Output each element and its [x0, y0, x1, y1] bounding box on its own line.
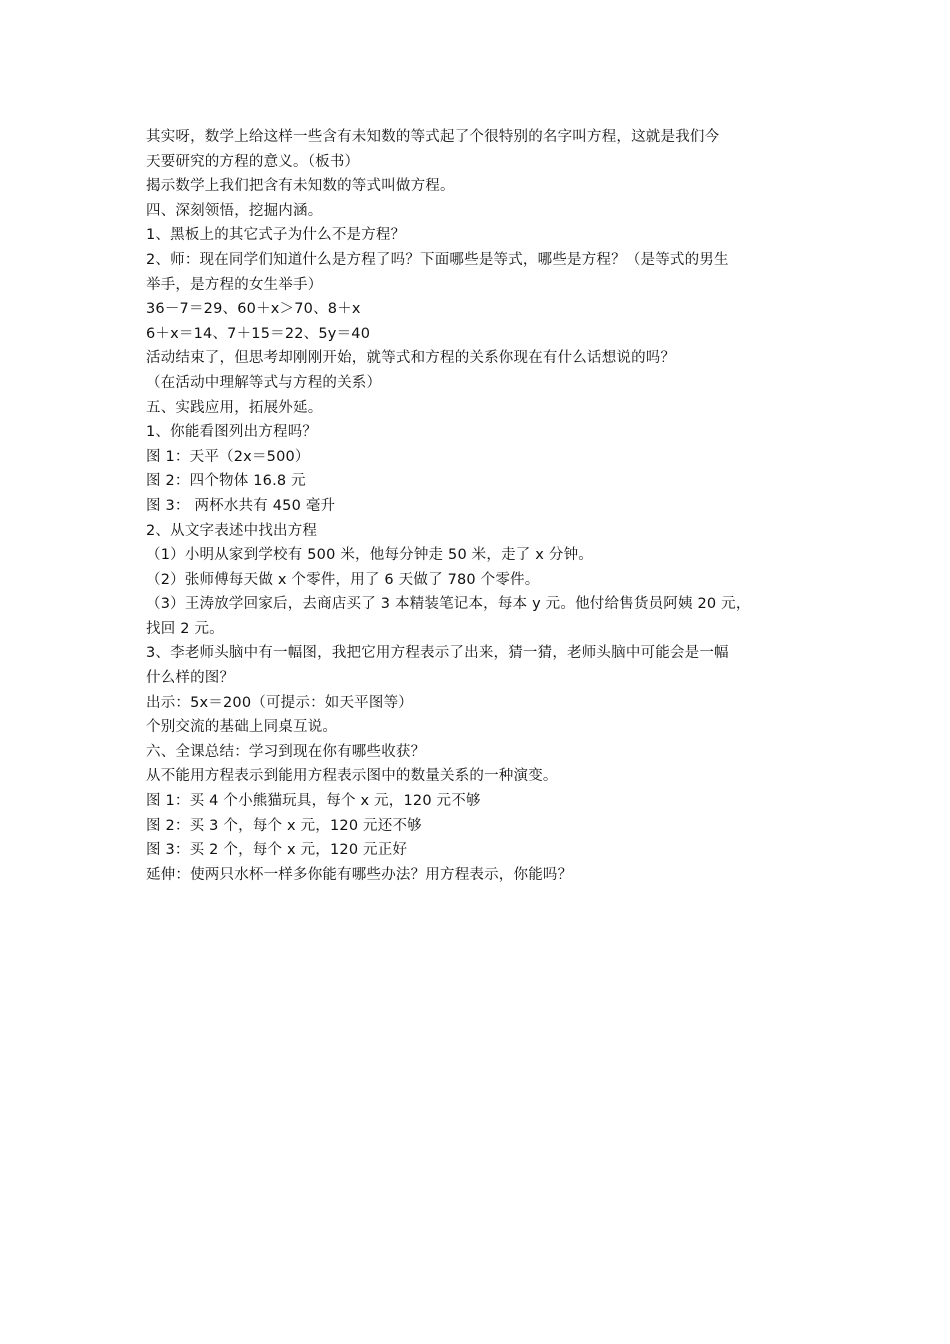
text-line: 揭示数学上我们把含有未知数的等式叫做方程。: [146, 178, 455, 195]
text-line: 2、从文字表述中找出方程: [146, 522, 318, 539]
text-line: 延伸：使两只水杯一样多你能有哪些办法？用方程表示，你能吗？: [146, 866, 573, 883]
text-line: 天要研究的方程的意义。（板书）: [146, 153, 360, 170]
text-line: 2、师：现在同学们知道什么是方程了吗？下面哪些是等式，哪些是方程？（是等式的男生: [146, 251, 729, 268]
text-line: 3、李老师头脑中有一幅图，我把它用方程表示了出来，猜一猜，老师头脑中可能会是一幅: [146, 645, 729, 662]
text-line: 举手，是方程的女生举手）: [146, 276, 323, 293]
text-line: 什么样的图？: [146, 670, 235, 687]
text-line: 个别交流的基础上同桌互说。: [146, 719, 338, 736]
text-line: 1、黑板上的其它式子为什么不是方程？: [146, 227, 406, 244]
section-heading: 五、实践应用，拓展外延。: [146, 399, 323, 416]
text-line: 活动结束了，但思考却刚刚开始，就等式和方程的关系你现在有什么话想说的吗？: [146, 350, 676, 367]
text-line: 图 1：买 4 个小熊猫玩具，每个 x 元，120 元不够: [146, 793, 481, 810]
text-line: （1）小明从家到学校有 500 米，他每分钟走 50 米，走了 x 分钟。: [146, 547, 593, 564]
section-heading: 四、深刻领悟，挖掘内涵。: [146, 202, 323, 219]
text-line: 从不能用方程表示到能用方程表示图中的数量关系的一种演变。: [146, 768, 558, 785]
text-line: （2）张师傅每天做 x 个零件，用了 6 天做了 780 个零件。: [146, 571, 540, 588]
text-line: 其实呀，数学上给这样一些含有未知数的等式起了个很特别的名字叫方程，这就是我们今: [146, 129, 720, 145]
text-line: 1、你能看图列出方程吗？: [146, 424, 318, 441]
text-line: 图 3：买 2 个，每个 x 元，120 元正好: [146, 842, 408, 859]
text-line: 图 2：买 3 个，每个 x 元，120 元还不够: [146, 817, 422, 834]
text-line: 找回 2 元。: [146, 620, 224, 637]
text-line: （在活动中理解等式与方程的关系）: [146, 374, 382, 391]
text-line: （3）王涛放学回家后，去商店买了 3 本精装笔记本，每本 y 元。他付给售货员阿姨 20 元，: [146, 596, 751, 613]
equation-line: 6＋x＝14、7＋15＝22、5y＝40: [146, 325, 371, 342]
text-line: 图 1：天平（2x＝500）: [146, 448, 310, 465]
text-line: 出示：5x＝200（可提示：如天平图等）: [146, 694, 413, 711]
text-line: 图 3： 两杯水共有 450 毫升: [146, 497, 336, 514]
text-line: 图 2：四个物体 16.8 元: [146, 473, 306, 490]
document-body: [146, 125, 816, 887]
equation-line: 36－7＝29、60＋x＞70、8＋x: [146, 301, 361, 318]
section-heading: 六、全课总结：学习到现在你有哪些收获？: [146, 743, 426, 760]
